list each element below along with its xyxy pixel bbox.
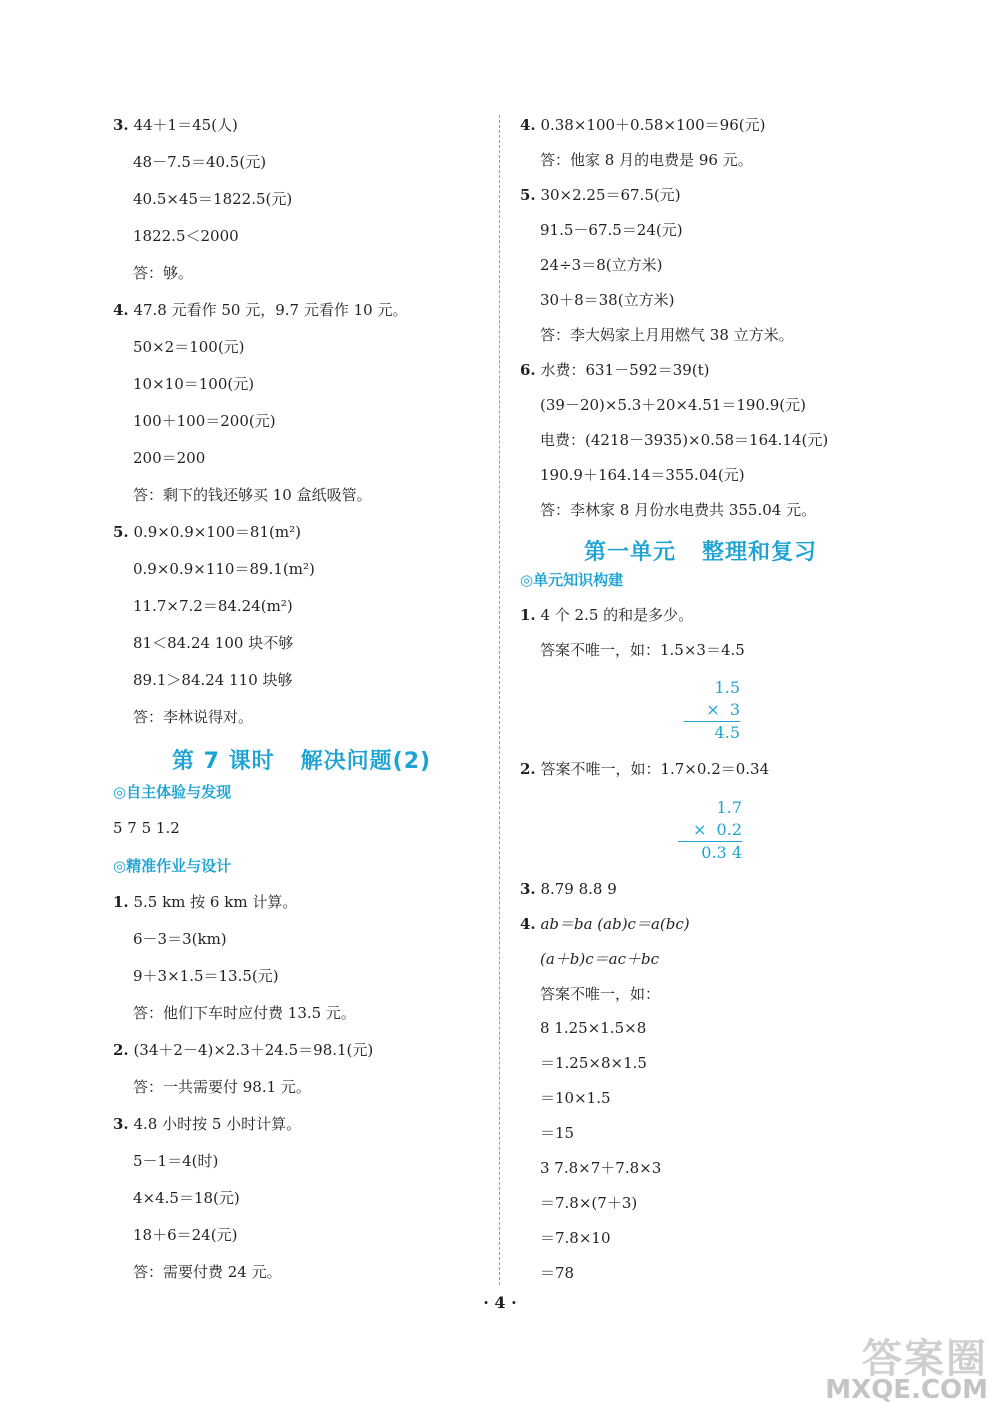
answer-line — [133, 1151, 218, 1171]
line-text: 11.7×7.2＝84.24(m²) — [133, 597, 293, 615]
vertical-calc-1 — [684, 677, 740, 744]
line-text: 50×2＝100(元) — [133, 338, 245, 356]
column-divider — [499, 115, 500, 1285]
line-text: 8 1.25×1.5×8 — [540, 1019, 647, 1037]
answer-line — [540, 395, 806, 415]
line-text: 9＋3×1.5＝13.5(元) — [133, 967, 279, 985]
answer-line — [133, 1077, 311, 1097]
line-text: 48－7.5＝40.5(元) — [133, 153, 267, 171]
line-text: ＝15 — [540, 1124, 575, 1142]
answer-line — [540, 1053, 647, 1073]
answer-line — [113, 892, 297, 912]
q-number: 2. — [113, 1041, 129, 1059]
lesson-number: 第 7 课时 — [172, 749, 275, 774]
line-text: 0.38×100＋0.58×100＝96(元) — [540, 116, 766, 134]
calc-multiplier: × 3 — [706, 700, 740, 719]
line-text: 电费：(4218－3935)×0.58＝164.14(元) — [540, 431, 829, 449]
lesson-heading — [172, 744, 457, 775]
q-number: 3. — [520, 880, 536, 898]
line-text: 6－3＝3(km) — [133, 930, 227, 948]
line-text: ＝78 — [540, 1264, 575, 1282]
calc-multiplier: × 0.2 — [692, 820, 742, 839]
answer-line — [113, 522, 301, 542]
line-text: ＝1.25×8×1.5 — [540, 1054, 647, 1072]
unit-q4 — [520, 914, 690, 934]
self-answers: 5 7 5 1.2 — [113, 819, 180, 837]
line-text: ＝7.8×(7＋3) — [540, 1194, 638, 1212]
answer-line — [540, 1193, 637, 1213]
calc-result: 4.5 — [684, 721, 740, 744]
line-text: 答：剩下的钱还够买 10 盒纸吸管。 — [133, 486, 372, 504]
answer-line — [540, 500, 816, 520]
answer-line — [113, 1114, 301, 1134]
watermark-text: 答案圈 — [862, 1336, 988, 1382]
lesson-title: 解决问题(2) — [300, 749, 432, 774]
section-self-experience: ◎自主体验与发现 — [113, 783, 232, 801]
answer-line — [133, 226, 239, 246]
unit-title: 整理和复习 — [702, 540, 818, 565]
q-number: 1. — [113, 893, 129, 911]
answer-line — [540, 290, 674, 310]
vertical-calc-2 — [678, 797, 742, 864]
answer-line — [540, 220, 683, 240]
unit-q1-answer: 答案不唯一，如：1.5×3＝4.5 — [540, 641, 745, 659]
answer-line — [540, 1018, 646, 1038]
answer-line — [133, 966, 279, 986]
unit-q4-note: 答案不唯一，如： — [540, 985, 661, 1003]
line-text: ＝10×1.5 — [540, 1089, 611, 1107]
line-text: 0.9×0.9×110＝89.1(m²) — [133, 560, 315, 578]
answer-line — [520, 185, 681, 205]
line-text: 答：李大妈家上月用燃气 38 立方米。 — [540, 326, 794, 344]
answer-line — [540, 1228, 611, 1248]
answer-line — [133, 929, 227, 949]
line-text: 190.9＋164.14＝355.04(元) — [540, 466, 745, 484]
answer-line — [133, 707, 253, 727]
q-number: 4. — [520, 915, 536, 933]
answer-line — [133, 448, 205, 468]
line-text: 答：需要付费 24 元。 — [133, 1263, 282, 1281]
line-text: (34＋2－4)×2.3＋24.5＝98.1(元) — [133, 1041, 374, 1059]
line-text: 40.5×45＝1822.5(元) — [133, 190, 293, 208]
answer-line — [133, 1225, 237, 1245]
q-number: 6. — [520, 361, 536, 379]
line-text: 47.8 元看作 50 元，9.7 元看作 10 元。 — [133, 301, 408, 319]
watermark-logo — [798, 1327, 988, 1405]
line-text: 200＝200 — [133, 449, 206, 467]
line-text: 答：够。 — [133, 264, 194, 282]
line-text: 答：李林说得对。 — [133, 708, 254, 726]
answer-line — [133, 263, 193, 283]
answer-line — [133, 1188, 240, 1208]
answer-line — [540, 1263, 574, 1283]
answer-line — [133, 670, 293, 690]
answer-line — [540, 255, 662, 275]
line-text: 24÷3＝8(立方米) — [540, 256, 663, 274]
answer-line — [540, 465, 745, 485]
q-number: 3. — [113, 1115, 129, 1133]
line-text: 0.9×0.9×100＝81(m²) — [133, 523, 301, 541]
q-number: 4. — [113, 301, 129, 319]
answer-line — [520, 360, 710, 380]
answer-line — [133, 633, 293, 653]
answer-line — [113, 1040, 373, 1060]
answer-line — [540, 1123, 574, 1143]
q-number: 5. — [113, 523, 129, 541]
q-number: 5. — [520, 186, 536, 204]
answer-line — [520, 115, 765, 135]
q-number: 1. — [520, 606, 536, 624]
watermark-url: MXQE.COM — [825, 1375, 988, 1405]
answer-line — [133, 411, 276, 431]
answer-line — [133, 1262, 282, 1282]
answer-line — [133, 152, 266, 172]
line-text: 91.5－67.5＝24(元) — [540, 221, 683, 239]
answer-line — [133, 374, 254, 394]
q-text: 8.79 8.8 9 — [540, 880, 617, 898]
q-number: 4. — [520, 116, 536, 134]
answer-line — [540, 150, 753, 170]
line-text: 81＜84.24 100 块不够 — [133, 634, 294, 652]
q-number: 2. — [520, 760, 536, 778]
line-text: 18＋6＝24(元) — [133, 1226, 238, 1244]
line-text: 30×2.25＝67.5(元) — [540, 186, 681, 204]
line-text: 1822.5＜2000 — [133, 227, 239, 245]
line-text: 5－1＝4(时) — [133, 1152, 219, 1170]
line-text: ＝7.8×10 — [540, 1229, 611, 1247]
line-text: 答：他们下车时应付费 13.5 元。 — [133, 1004, 356, 1022]
unit-q1 — [520, 605, 693, 625]
q-number: 3. — [113, 116, 129, 134]
calc-top: 1.5 — [714, 678, 740, 697]
calc-result: 0.3 4 — [678, 841, 742, 864]
answer-line — [540, 325, 794, 345]
calc-top: 1.7 — [716, 798, 742, 817]
line-text: (39－20)×5.3＋20×4.51＝190.9(元) — [540, 396, 807, 414]
line-text: 4×4.5＝18(元) — [133, 1189, 240, 1207]
line-text: 水费：631－592＝39(t) — [540, 361, 710, 379]
unit-q3 — [520, 879, 617, 899]
answer-line — [133, 337, 245, 357]
section-precise-homework: ◎精准作业与设计 — [113, 857, 232, 875]
answer-line — [133, 485, 372, 505]
answer-line — [133, 1003, 356, 1023]
q-text: 4 个 2.5 的和是多少。 — [540, 606, 694, 624]
line-text: 答：李林家 8 月份水电费共 355.04 元。 — [540, 501, 817, 519]
line-text: 3 7.8×7＋7.8×3 — [540, 1159, 662, 1177]
answer-line — [540, 430, 828, 450]
line-text: 5.5 km 按 6 km 计算。 — [133, 893, 298, 911]
line-text: 100＋100＝200(元) — [133, 412, 276, 430]
answer-line — [113, 300, 408, 320]
q-text: 答案不唯一，如：1.7×0.2＝0.34 — [540, 760, 770, 778]
unit-number: 第一单元 — [584, 540, 677, 565]
q-text: ab＝ba (ab)c＝a(bc) — [540, 915, 690, 933]
unit-heading — [584, 535, 843, 566]
line-text: 答：一共需要付 98.1 元。 — [133, 1078, 311, 1096]
line-text: 10×10＝100(元) — [133, 375, 255, 393]
line-text: 答：他家 8 月的电费是 96 元。 — [540, 151, 753, 169]
page-number: · 4 · — [483, 1293, 517, 1312]
unit-q2 — [520, 759, 769, 779]
unit-q4-distributive: (a＋b)c＝ac＋bc — [540, 950, 659, 968]
line-text: 89.1＞84.24 110 块够 — [133, 671, 293, 689]
answer-line — [113, 115, 238, 135]
answer-line — [133, 189, 292, 209]
answer-line — [133, 559, 315, 579]
line-text: 30＋8＝38(立方米) — [540, 291, 675, 309]
answer-line — [133, 596, 293, 616]
line-text: 4.8 小时按 5 小时计算。 — [133, 1115, 302, 1133]
answer-line — [540, 1158, 661, 1178]
line-text: 44＋1＝45(人) — [133, 116, 238, 134]
answer-line — [540, 1088, 611, 1108]
section-unit-knowledge: ◎单元知识构建 — [520, 571, 624, 589]
